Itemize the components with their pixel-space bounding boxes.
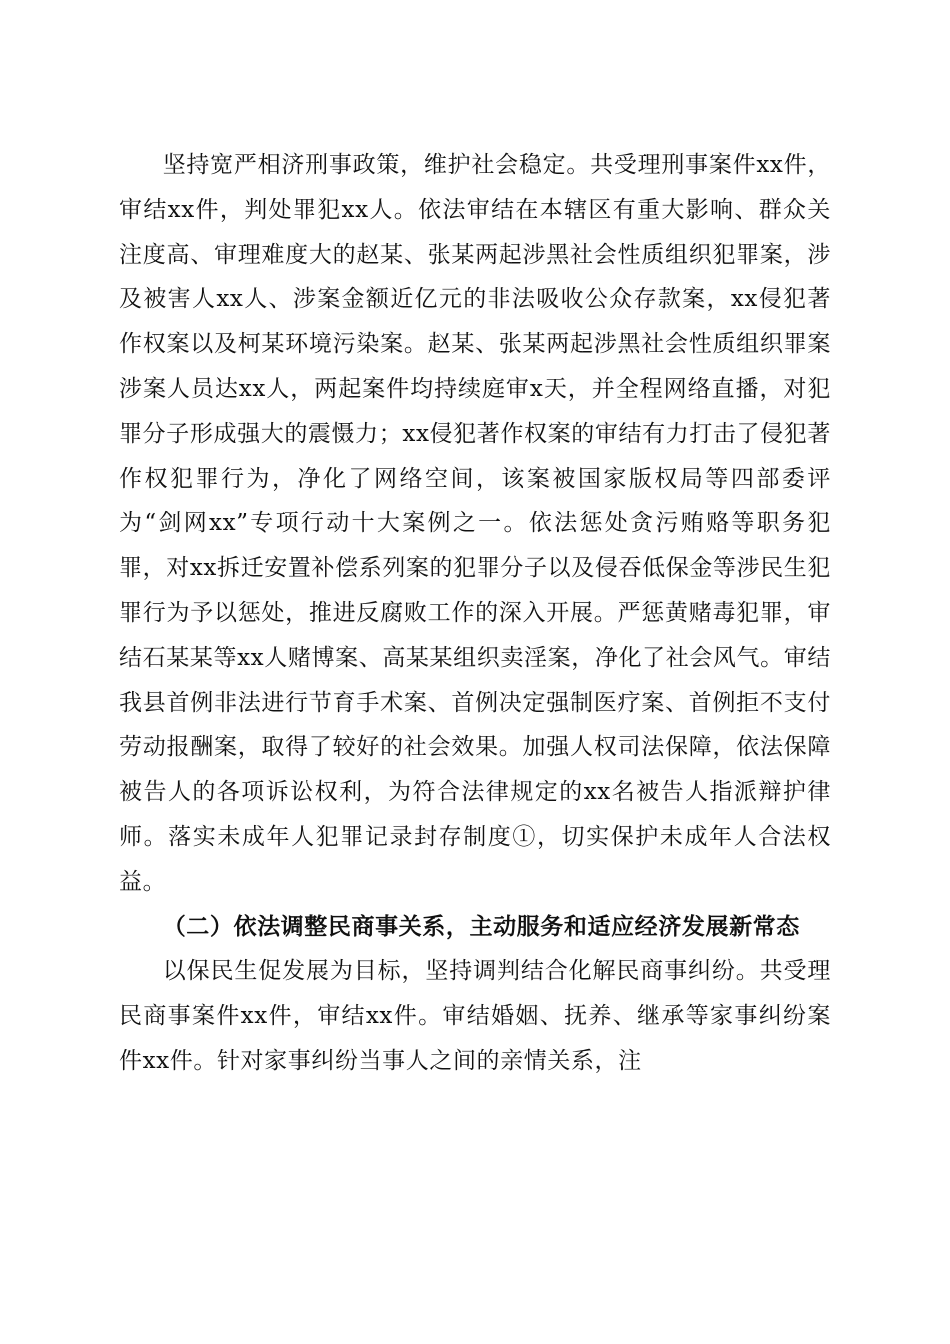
document-body xyxy=(119,143,831,1084)
paragraph-civil-commercial: 以保民生促发展为目标，坚持调判结合化解民商事纠纷。共受理民商事案件xx件，审结xx件。审结婚姻、抚养、继承等家事纠纷案件xx件。针对家事纠纷当事人之间的亲情关系，注 xyxy=(119,958,831,1074)
paragraph-criminal-justice: 坚持宽严相济刑事政策，维护社会稳定。共受理刑事案件xx件，审结xx件，判处罪犯xx人。依法审结在本辖区有重大影响、群众关注度高、审理难度大的赵某、张某两起涉黑社会性质组织犯罪案，涉及被害人xx人、涉案金额近亿元的非法吸收公众存款案，xx侵犯著作权案以及柯某环境污染案。赵某、张某两起涉黑社会性质组织罪案涉案人员达xx人，两起案件均持续庭审x天，并全程网络直播，对犯罪分子形成强大的震慑力；xx侵犯著作权案的审结有力打击了侵犯著作权犯罪行为，净化了网络空间，该案被国家版权局等四部委评为“剑网xx”专项行动十大案例之一。依法惩处贪污贿赂等职务犯罪，对xx拆迁安置补偿系列案的犯罪分子以及侵吞低保金等涉民生犯罪行为予以惩处，推进反腐败工作的深入开展。严惩黄赌毒犯罪，审结石某某等xx人赌博案、高某某组织卖淫案，净化了社会风气。审结我县首例非法进行节育手术案、首例决定强制医疗案、首例拒不支付劳动报酬案，取得了较好的社会效果。加强人权司法保障，依法保障被告人的各项诉讼权利，为符合法律规定的xx名被告人指派辩护律师。落实未成年人犯罪记录封存制度①，切实保护未成年人合法权益。 xyxy=(119,152,831,895)
section-heading-civil-commercial: （二）依法调整民商事关系，主动服务和适应经济发展新常态 xyxy=(162,912,800,940)
